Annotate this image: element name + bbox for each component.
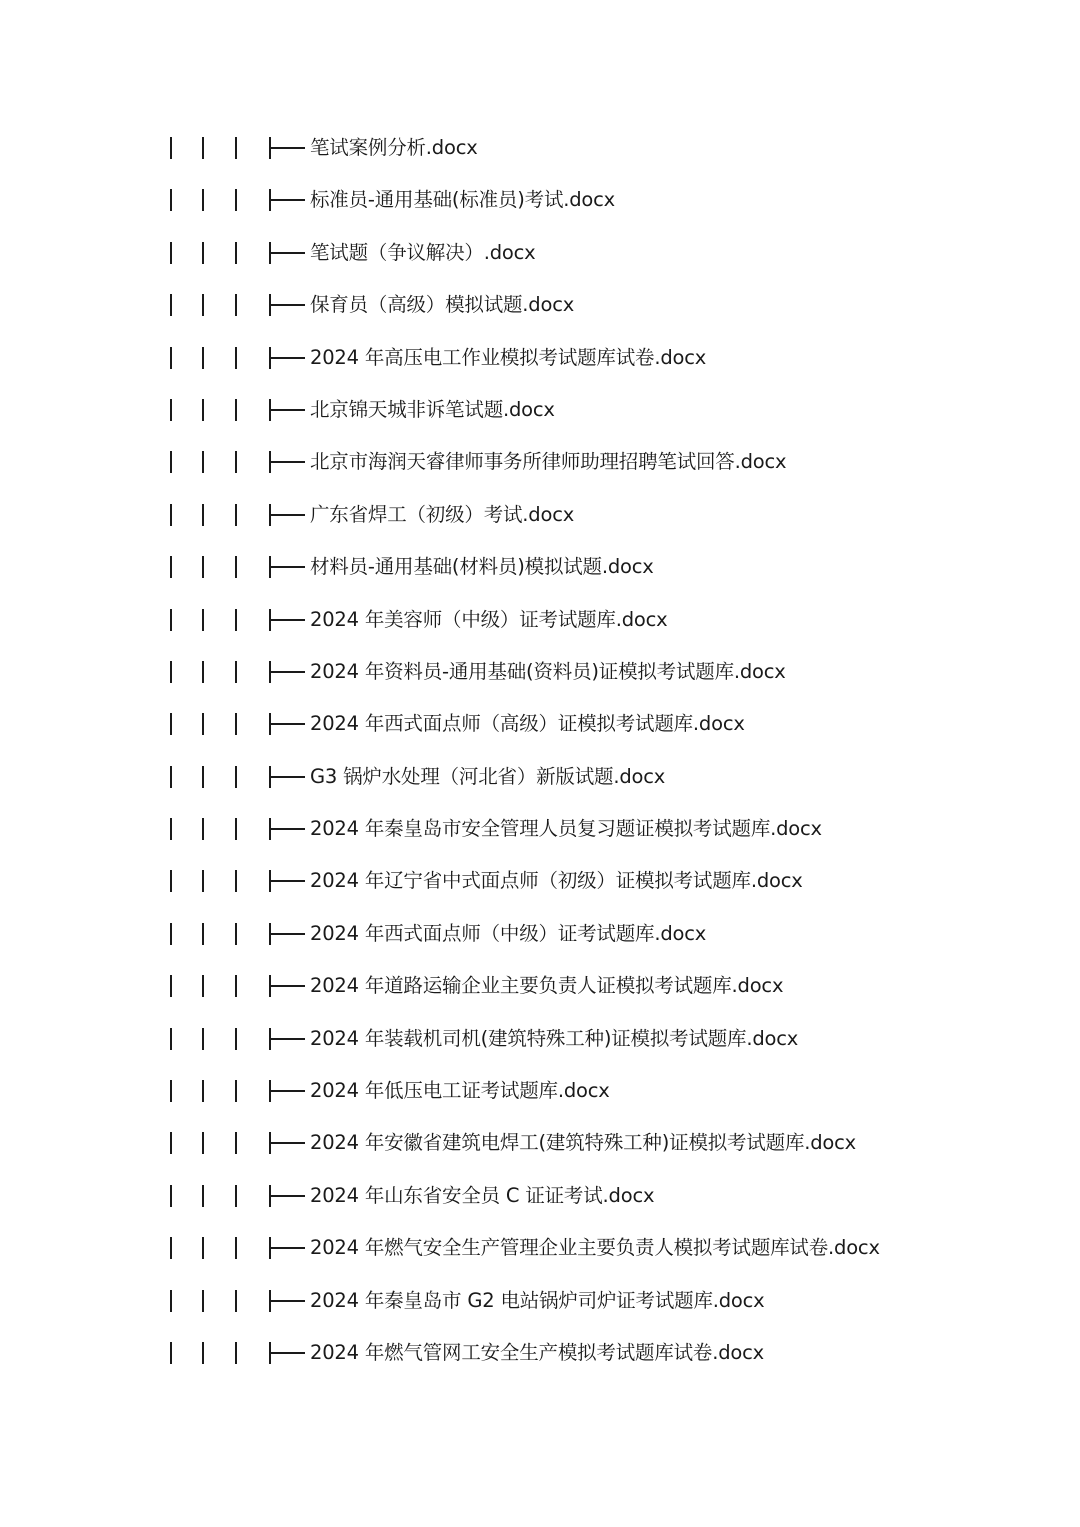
file-name: 2024 年燃气安全生产管理企业主要负责人模拟考试题库试卷.docx xyxy=(310,1236,880,1260)
file-tree-row xyxy=(0,1327,1080,1379)
tree-branch-connector xyxy=(269,347,305,369)
tree-indent-guide xyxy=(170,189,172,211)
file-tree-row xyxy=(0,436,1080,488)
tree-indent-guide xyxy=(235,504,237,526)
file-tree-row xyxy=(0,489,1080,541)
file-name: 2024 年装载机司机(建筑特殊工种)证模拟考试题库.docx xyxy=(310,1026,799,1050)
tree-indent-guide xyxy=(235,137,237,159)
tree-indent-guide xyxy=(202,713,204,735)
tree-indent-guide xyxy=(235,766,237,788)
file-tree-row xyxy=(0,594,1080,646)
tree-indent-guide xyxy=(170,766,172,788)
file-name: 2024 年西式面点师（中级）证考试题库.docx xyxy=(310,921,707,945)
file-name: 笔试案例分析.docx xyxy=(310,136,478,159)
tree-indent-guide xyxy=(235,347,237,369)
file-tree-row xyxy=(0,803,1080,855)
tree-indent-guide xyxy=(202,609,204,631)
file-tree-row xyxy=(0,1013,1080,1065)
tree-branch-connector xyxy=(269,713,305,735)
tree-indent-guide xyxy=(170,1290,172,1312)
tree-indent-guide xyxy=(170,923,172,945)
tree-indent-guide xyxy=(202,399,204,421)
tree-indent-guide xyxy=(202,1237,204,1259)
tree-indent-guide xyxy=(170,399,172,421)
tree-branch-connector xyxy=(269,766,305,788)
tree-indent-guide xyxy=(202,766,204,788)
tree-indent-guide xyxy=(170,975,172,997)
tree-indent-guide xyxy=(202,661,204,683)
file-name: 标准员-通用基础(标准员)考试.docx xyxy=(310,188,616,212)
file-name: 2024 年安徽省建筑电焊工(建筑特殊工种)证模拟考试题库.docx xyxy=(310,1131,857,1155)
tree-indent-guide xyxy=(202,1132,204,1154)
file-tree-row xyxy=(0,855,1080,907)
tree-indent-guide xyxy=(202,818,204,840)
file-tree xyxy=(0,122,1080,1379)
tree-branch-connector xyxy=(269,975,305,997)
tree-indent-guide xyxy=(170,556,172,578)
tree-indent-guide xyxy=(202,1290,204,1312)
tree-indent-guide xyxy=(170,504,172,526)
file-name: 广东省焊工（初级）考试.docx xyxy=(310,502,575,526)
tree-branch-connector xyxy=(269,556,305,578)
tree-branch-connector xyxy=(269,1290,305,1312)
tree-indent-guide xyxy=(235,242,237,264)
tree-indent-guide xyxy=(235,451,237,473)
file-tree-row xyxy=(0,1275,1080,1327)
tree-indent-guide xyxy=(202,504,204,526)
tree-branch-connector xyxy=(269,189,305,211)
tree-indent-guide xyxy=(235,1237,237,1259)
tree-indent-guide xyxy=(202,189,204,211)
tree-indent-guide xyxy=(170,1132,172,1154)
file-name: 笔试题（争议解决）.docx xyxy=(310,240,536,264)
tree-indent-guide xyxy=(170,1237,172,1259)
file-name: G3 锅炉水处理（河北省）新版试题.docx xyxy=(310,764,666,788)
file-tree-row xyxy=(0,1170,1080,1222)
file-tree-row xyxy=(0,174,1080,226)
tree-indent-guide xyxy=(170,1185,172,1207)
tree-indent-guide xyxy=(235,713,237,735)
file-name: 2024 年秦皇岛市 G2 电站锅炉司炉证考试题库.docx xyxy=(310,1288,765,1312)
tree-indent-guide xyxy=(170,713,172,735)
file-name: 2024 年山东省安全员 C 证证考试.docx xyxy=(310,1183,655,1207)
tree-branch-connector xyxy=(269,1185,305,1207)
tree-indent-guide xyxy=(202,294,204,316)
tree-indent-guide xyxy=(235,1342,237,1364)
file-name: 北京市海润天睿律师事务所律师助理招聘笔试回答.docx xyxy=(310,450,787,474)
tree-indent-guide xyxy=(202,556,204,578)
tree-indent-guide xyxy=(170,1028,172,1050)
file-name: 2024 年资料员-通用基础(资料员)证模拟考试题库.docx xyxy=(310,659,786,683)
tree-branch-connector xyxy=(269,1132,305,1154)
tree-indent-guide xyxy=(202,1028,204,1050)
tree-indent-guide xyxy=(170,294,172,316)
file-tree-row xyxy=(0,908,1080,960)
tree-indent-guide xyxy=(235,1290,237,1312)
tree-indent-guide xyxy=(202,975,204,997)
tree-indent-guide xyxy=(170,137,172,159)
tree-branch-connector xyxy=(269,1080,305,1102)
file-tree-row xyxy=(0,332,1080,384)
tree-indent-guide xyxy=(235,1028,237,1050)
tree-indent-guide xyxy=(202,923,204,945)
file-name: 2024 年燃气管网工安全生产模拟考试题库试卷.docx xyxy=(310,1340,764,1364)
tree-branch-connector xyxy=(269,1342,305,1364)
file-tree-row xyxy=(0,1065,1080,1117)
file-name: 2024 年西式面点师（高级）证模拟考试题库.docx xyxy=(310,712,745,736)
file-tree-row xyxy=(0,960,1080,1012)
tree-indent-guide xyxy=(235,294,237,316)
tree-indent-guide xyxy=(202,870,204,892)
tree-indent-guide xyxy=(202,451,204,473)
tree-indent-guide xyxy=(170,451,172,473)
tree-branch-connector xyxy=(269,818,305,840)
tree-indent-guide xyxy=(170,347,172,369)
file-tree-row xyxy=(0,1117,1080,1169)
file-name: 2024 年高压电工作业模拟考试题库试卷.docx xyxy=(310,345,707,369)
file-tree-row xyxy=(0,646,1080,698)
tree-indent-guide xyxy=(235,923,237,945)
tree-branch-connector xyxy=(269,609,305,631)
tree-branch-connector xyxy=(269,870,305,892)
tree-branch-connector xyxy=(269,1237,305,1259)
tree-indent-guide xyxy=(235,556,237,578)
tree-indent-guide xyxy=(235,189,237,211)
tree-indent-guide xyxy=(202,1342,204,1364)
tree-indent-guide xyxy=(235,1080,237,1102)
tree-indent-guide xyxy=(170,242,172,264)
tree-indent-guide xyxy=(202,137,204,159)
tree-indent-guide xyxy=(235,870,237,892)
tree-indent-guide xyxy=(235,1132,237,1154)
tree-indent-guide xyxy=(235,1185,237,1207)
tree-branch-connector xyxy=(269,504,305,526)
tree-indent-guide xyxy=(235,661,237,683)
tree-branch-connector xyxy=(269,242,305,264)
file-name: 北京锦天城非诉笔试题.docx xyxy=(310,397,555,421)
file-tree-row xyxy=(0,122,1080,174)
file-name: 2024 年道路运输企业主要负责人证模拟考试题库.docx xyxy=(310,974,784,998)
file-name: 保育员（高级）模拟试题.docx xyxy=(310,293,575,317)
file-tree-row xyxy=(0,279,1080,331)
tree-indent-guide xyxy=(235,818,237,840)
file-tree-row xyxy=(0,698,1080,750)
tree-indent-guide xyxy=(170,661,172,683)
file-tree-row xyxy=(0,751,1080,803)
file-tree-row xyxy=(0,541,1080,593)
tree-indent-guide xyxy=(235,399,237,421)
tree-branch-connector xyxy=(269,451,305,473)
tree-branch-connector xyxy=(269,1028,305,1050)
tree-indent-guide xyxy=(202,242,204,264)
tree-indent-guide xyxy=(170,609,172,631)
file-name: 2024 年美容师（中级）证考试题库.docx xyxy=(310,607,668,631)
tree-branch-connector xyxy=(269,399,305,421)
tree-indent-guide xyxy=(170,1342,172,1364)
tree-indent-guide xyxy=(202,1185,204,1207)
file-tree-row xyxy=(0,384,1080,436)
file-name: 2024 年低压电工证考试题库.docx xyxy=(310,1079,610,1103)
tree-indent-guide xyxy=(170,870,172,892)
file-name: 2024 年辽宁省中式面点师（初级）证模拟考试题库.docx xyxy=(310,869,803,893)
file-tree-row xyxy=(0,227,1080,279)
tree-branch-connector xyxy=(269,294,305,316)
tree-branch-connector xyxy=(269,661,305,683)
tree-branch-connector xyxy=(269,923,305,945)
tree-branch-connector xyxy=(269,137,305,159)
tree-indent-guide xyxy=(202,1080,204,1102)
file-tree-row xyxy=(0,1222,1080,1274)
tree-indent-guide xyxy=(170,1080,172,1102)
file-name: 2024 年秦皇岛市安全管理人员复习题证模拟考试题库.docx xyxy=(310,817,822,841)
tree-indent-guide xyxy=(235,609,237,631)
tree-indent-guide xyxy=(235,975,237,997)
tree-indent-guide xyxy=(170,818,172,840)
file-name: 材料员-通用基础(材料员)模拟试题.docx xyxy=(310,555,654,579)
tree-indent-guide xyxy=(202,347,204,369)
